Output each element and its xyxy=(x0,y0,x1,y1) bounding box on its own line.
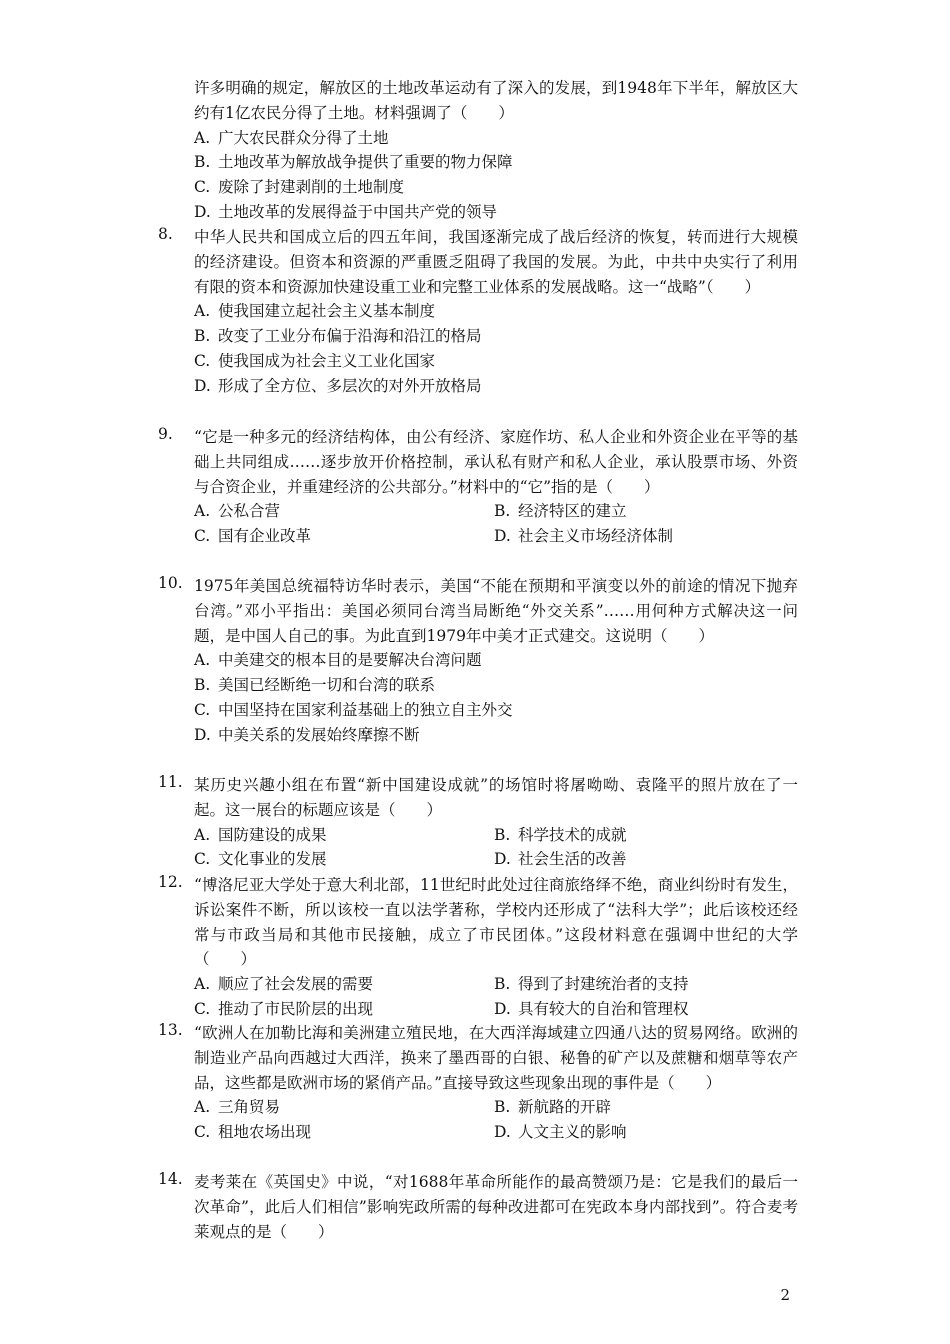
question-7-continuation xyxy=(158,76,798,225)
option-d[interactable]: D. 形成了全方位、多层次的对外开放格局 xyxy=(194,376,482,395)
option-b[interactable]: B. 得到了封建统治者的支持 xyxy=(494,975,689,994)
option-d[interactable]: D. 社会生活的改善 xyxy=(494,850,627,869)
option-a[interactable]: A. 公私合营 xyxy=(194,502,281,521)
option-a[interactable]: A. 国防建设的成果 xyxy=(194,825,327,844)
question-number: 11. xyxy=(158,773,183,791)
question-stem: “欧洲人在加勒比海和美洲建立殖民地，在大西洋海域建立四通八达的贸易网络。欧洲的制造业产品向西越过大西洋，换来了墨西哥的白银、秘鲁的矿产以及蔗糖和烟草等农产品，这些都是欧洲市场的紧俏产品。”直接导致这些现象出现的事件是（ ） xyxy=(194,1024,798,1092)
option-b[interactable]: B. 科学技术的成就 xyxy=(494,825,627,844)
option-list xyxy=(194,499,798,549)
question-10 xyxy=(158,574,798,748)
option-a[interactable]: A. 三角贸易 xyxy=(194,1098,281,1117)
question-12 xyxy=(158,873,798,1022)
option-b[interactable]: B. 新航路的开辟 xyxy=(494,1098,612,1117)
option-a[interactable]: A. 使我国建立起社会主义基本制度 xyxy=(194,302,436,321)
option-list xyxy=(194,648,798,747)
question-stem: 麦考莱在《英国史》中说，“对1688年革命所能作的最高赞颂乃是：它是我们的最后一次革命”，此后人们相信”影响宪政所需的每种改进都可在宪政本身内部找到”。符合麦考莱观点的是（ ） xyxy=(194,1173,798,1241)
question-stem: 1975年美国总统福特访华时表示，美国“不能在预期和平演变以外的前途的情况下抛弃台湾。”邓小平指出：美国必须同台湾当局断绝“外交关系”……用何种方式解决这一问题，是中国人自己的事。为此直到1979年中美才正式建交。这说明（ ） xyxy=(194,577,798,645)
option-b[interactable]: B. 改变了工业分布偏于沿海和沿江的格局 xyxy=(194,327,482,346)
option-c[interactable]: C. 租地农场出现 xyxy=(194,1123,312,1142)
option-c[interactable]: C. 推动了市民阶层的出现 xyxy=(194,999,374,1018)
option-list xyxy=(194,972,798,1022)
option-a[interactable]: A. 广大农民群众分得了土地 xyxy=(194,128,389,147)
question-9 xyxy=(158,425,798,549)
question-14 xyxy=(158,1170,798,1244)
option-b[interactable]: B. 经济特区的建立 xyxy=(494,502,627,521)
option-d[interactable]: D. 具有较大的自治和管理权 xyxy=(494,999,689,1018)
question-stem: 中华人民共和国成立后的四五年间，我国逐渐完成了战后经济的恢复，转而进行大规模的经济建设。但资本和资源的严重匮乏阻碍了我国的发展。为此，中共中央实行了利用有限的资本和资源加快建设重工业和完整工业体系的发展战略。这一“战略”（ ） xyxy=(194,228,798,296)
question-stem: 某历史兴趣小组在布置“新中国建设成就”的场馆时将屠呦呦、袁隆平的照片放在了一起。这一展台的标题应该是（ ） xyxy=(194,776,798,819)
option-list xyxy=(194,126,798,225)
question-number: 9. xyxy=(158,425,173,443)
option-d[interactable]: D. 人文主义的影响 xyxy=(494,1123,627,1142)
question-number: 14. xyxy=(158,1170,183,1188)
option-c[interactable]: C. 废除了封建剥削的土地制度 xyxy=(194,178,405,197)
option-c[interactable]: C. 文化事业的发展 xyxy=(194,850,327,869)
option-c[interactable]: C. 中国坚持在国家利益基础上的独立自主外交 xyxy=(194,700,513,719)
option-c[interactable]: C. 国有企业改革 xyxy=(194,527,312,546)
question-11 xyxy=(158,773,798,872)
question-stem: 许多明确的规定，解放区的土地改革运动有了深入的发展，到1948年下半年，解放区大约有1亿农民分得了土地。材料强调了（ ） xyxy=(194,79,798,122)
option-list xyxy=(194,1095,798,1145)
option-list xyxy=(194,299,798,398)
option-d[interactable]: D. 社会主义市场经济体制 xyxy=(494,527,674,546)
option-c[interactable]: C. 使我国成为社会主义工业化国家 xyxy=(194,351,436,370)
option-d[interactable]: D. 中美关系的发展始终摩擦不断 xyxy=(194,725,420,744)
option-b[interactable]: B. 土地改革为解放战争提供了重要的物力保障 xyxy=(194,153,513,172)
question-stem: “它是一种多元的经济结构体，由公有经济、家庭作坊、私人企业和外资企业在平等的基础上共同组成……逐步放开价格控制，承认私有财产和私人企业，承认股票市场、外资与合资企业，并重建经济的公共部分。”材料中的“它”指的是（ ） xyxy=(194,428,798,496)
question-8 xyxy=(158,225,798,399)
option-b[interactable]: B. 美国已经断绝一切和台湾的联系 xyxy=(194,676,436,695)
option-list xyxy=(194,823,798,873)
question-number: 12. xyxy=(158,873,183,891)
page-number: 2 xyxy=(780,1286,790,1304)
question-number: 10. xyxy=(158,574,183,592)
option-d[interactable]: D. 土地改革的发展得益于中国共产党的领导 xyxy=(194,202,498,221)
question-13 xyxy=(158,1021,798,1145)
question-stem: “博洛尼亚大学处于意大利北部，11世纪时此处过往商旅络绎不绝，商业纠纷时有发生，诉讼案件不断，所以该校一直以法学著称，学校内还形成了“法科大学”；此后该校还经常与市政当局和其他市民接触，成立了市民团体。”这段材料意在强调中世纪的大学（ ） xyxy=(194,876,798,969)
option-a[interactable]: A. 中美建交的根本目的是要解决台湾问题 xyxy=(194,651,482,670)
question-number: 8. xyxy=(158,225,173,243)
question-number: 13. xyxy=(158,1021,183,1039)
option-a[interactable]: A. 顺应了社会发展的需要 xyxy=(194,975,374,994)
